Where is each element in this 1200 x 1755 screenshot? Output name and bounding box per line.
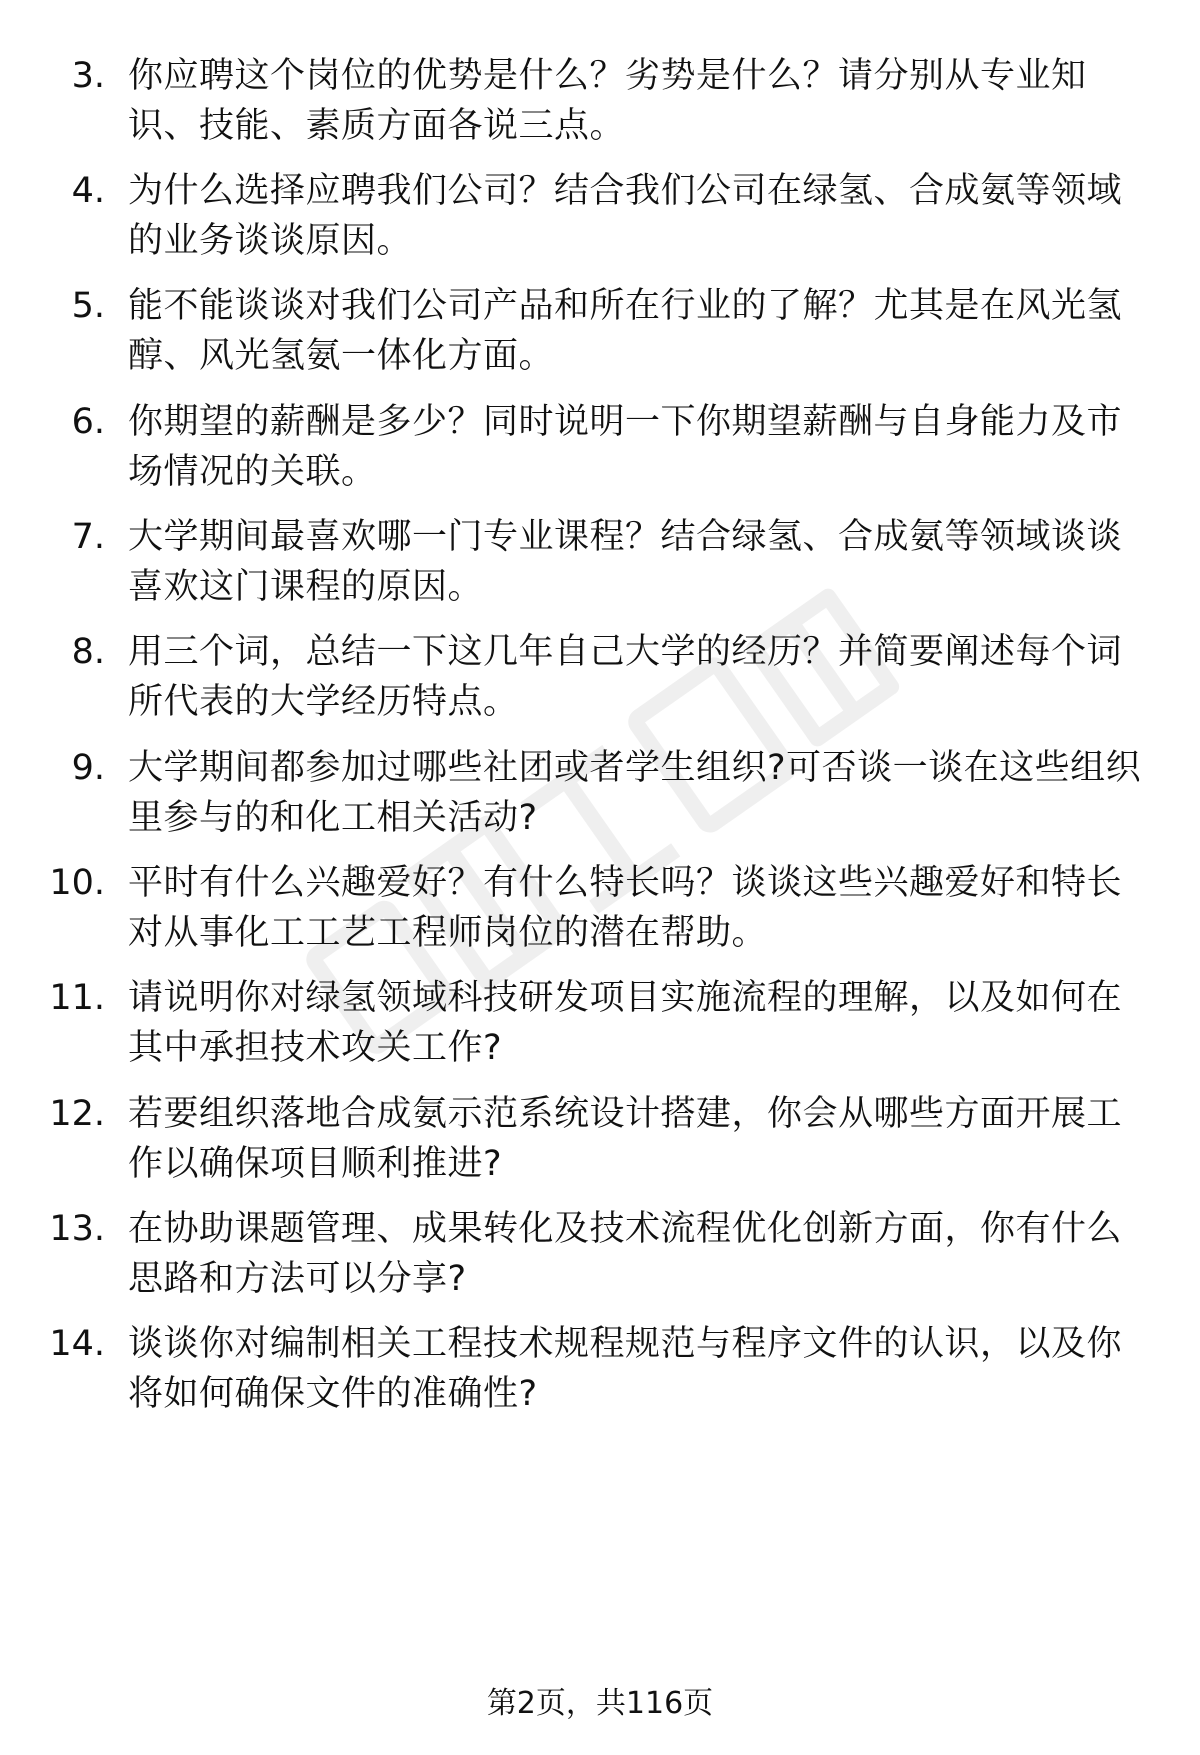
question-text: 请说明你对绿氢领域科技研发项目实施流程的理解，以及如何在 其中承担技术攻关工作? (128, 978, 1123, 1068)
question-number: 14. (49, 1324, 105, 1364)
question-item (0, 973, 1200, 1073)
question-text: 你期望的薪酬是多少？同时说明一下你期望薪酬与自身能力及市 场情况的关联。 (128, 402, 1123, 492)
question-item (0, 51, 1200, 151)
question-text: 在协助课题管理、成果转化及技术流程优化创新方面，你有什么 思路和方法可以分享? (128, 1209, 1123, 1299)
question-text: 大学期间最喜欢哪一门专业课程？结合绿氢、合成氨等领域谈谈 喜欢这门课程的原因。 (128, 517, 1123, 607)
question-number: 8. (71, 632, 105, 672)
question-text: 为什么选择应聘我们公司？结合我们公司在绿氢、合成氨等领域 的业务谈谈原因。 (128, 171, 1123, 261)
question-item (0, 512, 1200, 612)
question-item (0, 1089, 1200, 1189)
question-text: 谈谈你对编制相关工程技术规程规范与程序文件的认识，以及你 将如何确保文件的准确性? (128, 1324, 1123, 1414)
question-number: 11. (49, 978, 105, 1018)
question-text: 若要组织落地合成氨示范系统设计搭建，你会从哪些方面开展工 作以确保项目顺利推进? (128, 1094, 1123, 1184)
question-item (0, 281, 1200, 381)
question-item (0, 627, 1200, 727)
question-number: 5. (71, 286, 105, 326)
question-item (0, 858, 1200, 958)
question-item (0, 1204, 1200, 1304)
question-number: 6. (71, 402, 105, 442)
question-text: 你应聘这个岗位的优势是什么？劣势是什么？请分别从专业知 识、技能、素质方面各说三点。 (128, 56, 1087, 146)
question-number: 4. (71, 171, 105, 211)
page-number-footer: 第2页，共116页 (486, 1686, 714, 1721)
question-number: 7. (71, 517, 105, 557)
question-text: 能不能谈谈对我们公司产品和所在行业的了解？尤其是在风光氢 醇、风光氢氨一体化方面。 (128, 286, 1123, 376)
question-text: 平时有什么兴趣爱好？有什么特长吗？谈谈这些兴趣爱好和特长 对从事化工工艺工程师岗位的潜在帮助。 (128, 863, 1123, 953)
question-item (0, 397, 1200, 497)
question-item (0, 743, 1200, 843)
question-number: 3. (71, 56, 105, 96)
question-item (0, 1319, 1200, 1419)
question-number: 10. (49, 863, 105, 903)
question-item (0, 166, 1200, 266)
question-number: 12. (49, 1094, 105, 1134)
question-number: 9. (71, 748, 105, 788)
question-text: 用三个词，总结一下这几年自己大学的经历？并简要阐述每个词 所代表的大学经历特点。 (128, 632, 1123, 722)
question-number: 13. (49, 1209, 105, 1249)
question-text: 大学期间都参加过哪些社团或者学生组织?可否谈一谈在这些组织 里参与的和化工相关活动? (128, 748, 1142, 838)
